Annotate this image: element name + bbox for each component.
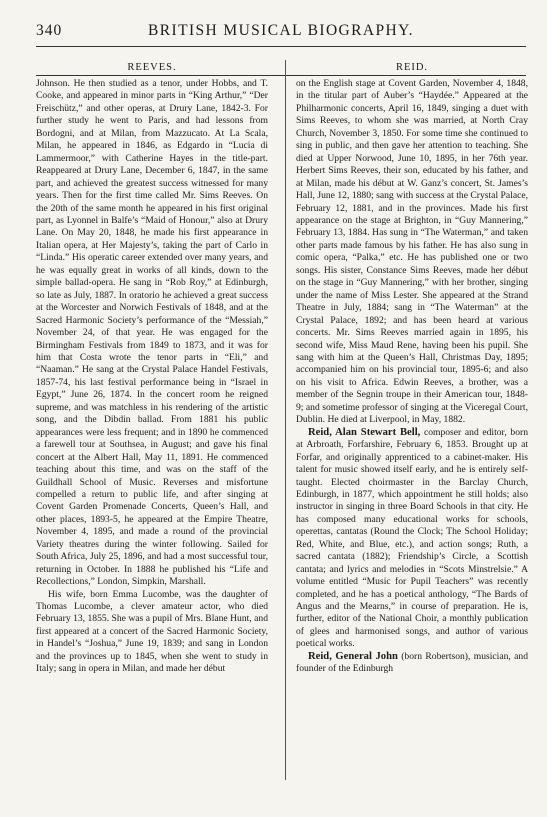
body-paragraph: Johnson. He then studied as a tenor, under Hobbs, and T. Cooke, and appeared in minor parts in “King Arthur,” “Der Freischütz,” and other operas, at Drury Lane, 1842-3. For further study he went to Paris, and had lessons from Bordogni, and at Milan, from Mazzucato. At La Scala, Milan, he appeared in 1846, as Edgardo in “Lucia di Lammermoor,” with Catherine Hayes in the title-part. Reappeared at Drury Lane, December 6, 1847, in the same part, and achieved the greatest success witnessed for many years. Then for the first time called Mr. Sims Reeves. On the 20th of the same month he appeared in his first original part, as Lyonnel in Balfe’s “Maid of Honour,” also at Drury Lane. On May 20, 1848, he made his first appearance in Italian opera, at Her Majesty’s, taking the part of Carlo in “Linda.” His operatic career extended over many years, and he was equally great in works of all kinds, down to the simple ballad-opera. He sang in “Rob Roy,” at Edinburgh, so late as July, 1887. In oratorio he achieved a great success at the Worcester and Norwich Festivals of 1848, and at the Sacred Harmonic Society’s performance of the “Messiah,” November 24, of that year. He was engaged for the Birmingham Festivals from 1849 to 1873, and it was for him that Costa wrote the tenor parts in “Eli,” and “Naaman.” He sang at the Crystal Palace Handel Festivals, 1857-74, his last festival performance being in “Israel in Egypt,” June 26, 1874. In the concert room he reigned supreme, and was matchless in his rendering of the artistic song, and the Dibdin ballad. From 1881 his public appearances were less frequent; and in 1890 he commenced a farewell tour at Southsea, in August; and gave his final concert at the Albert Hall, May 11, 1891. He commenced teaching about this time, and was on the staff of the Guildhall School of Music. Reverses and misfortune compelled a return to public life, and after singing at Covent Garden Promenade Concerts, Queen’s Hall, and other places, 1893-5, he appeared at the Empire Theatre, November 4, 1895, and made a round of the provincial Variety theatres during the winter following. Sailed for South Africa, July 25, 1896, and had a most successful tour, returning in October. In 1888 he published his “Life and Recollections,” London, Simpkin, Marshall. [36,78,268,588]
right-column-heading: REID. [395,62,429,73]
biography-entry [296,427,528,651]
body-paragraph: His wife, born Emma Lucombe, was the daughter of Thomas Lucombe, a clever amateur actor, who died February 13, 1855. She was a pupil of Mrs. Blane Hunt, and first appeared at a concert of the Sacred Harmonic Society, in Handel’s “Joshua,” June 19, 1839; and sang in London and the provinces up to 1845, when she went to study in Italy; sang in opera in Milan, and made her début [36,588,268,675]
entry-text: (born Robertson), musician, and founder of the Edinburgh [296,650,528,675]
body-paragraph: on the English stage at Covent Garden, November 4, 1848, in the titular part of Auber’s “Haydée.” Appeared at the Philharmonic concerts, April 16, 1849, singing a duet with Sims Reeves, to whom she was married, at North Cray Church, November 3, 1850. For some time she continued to sing in public, and then gave her attention to teaching. She died at Upper Norwood, June 10, 1895, in her 76th year. Herbert Sims Reeves, their son, educated by his father, and at Milan, made his début at W. Ganz’s concert, St. James’s Hall, June 12, 1880; sang with success at the Crystal Palace, February 12, 1881, and in the provinces. Made his first appearance on the stage at Brighton, in “Guy Mannering,” February 13, 1884. Has sung in “The Waterman,” and taken other parts made famous by his father. He has also sung in comic opera, “Palka,” etc. He has published one or two songs. His sister, Constance Sims Reeves, made her début on the stage in “Guy Mannering,” with her brother, singing under the name of Miss Lester. She appeared at the Strand Theatre in July, 1884; sang in “The Waterman” at the Crystal Palace, 1892; and has been heard at various concerts. Mr. Sims Reeves married again in 1895, his second wife, Miss Maud Rene, having been his pupil. She sang with him at the Queen’s Hall, Christmas Day, 1895; accompanied him on his provincial tour, 1895-6; and also on his visit to Africa. Edwin Reeves, a brother, was a member of the Segnin troupe in their American tour, 1848-9; and sometime professor of singing at the Viceregal Court, Dublin. He died at Liverpool, in May, 1882. [296,78,528,426]
entry-heading: Reid, General John [308,650,398,662]
left-column-heading: REEVES. [127,62,177,73]
column-divider [285,60,286,780]
right-column [296,78,528,676]
entry-text: composer and editor, born at Arbroath, Forfarshire, February 6, 1853. Brought up at Forfar, and originally apprenticed to a cabinet-maker. His talent for music showed itself early, and he is entirely self-taught. Elected choirmaster in the Barclay Church, Edinburgh, in 1877, which appointment he still holds; also instructor in singing in three Board Schools in that city. He has composed many educational works for schools, operettas, cantatas (Round the Clock; The School Holiday; Red, White, and Blue, etc.), and action songs; Ruth, a sacred cantata (1882); Friendship’s Circle, a Scottish cantata; and lyrics and melodies in “Scots Minstrelsie.” A volume entitled “Music for Pupil Teachers” was recently completed, and he has a poetical anthology, “The Bards of Angus and the Mearns,” in course of preparation. He is, further, editor of the National Choir, a monthly publication of glees and harmonised songs, and author of various poetical works. [296,426,528,650]
running-title: BRITISH MUSICAL BIOGRAPHY. [148,22,414,39]
running-header [36,22,526,44]
entry-heading: Reid, Alan Stewart Bell, [308,426,421,438]
page-number: 340 [36,22,63,39]
header-rule [36,46,526,47]
biography-entry [296,651,528,676]
left-column [36,78,268,676]
column-heading-rule [36,75,526,76]
